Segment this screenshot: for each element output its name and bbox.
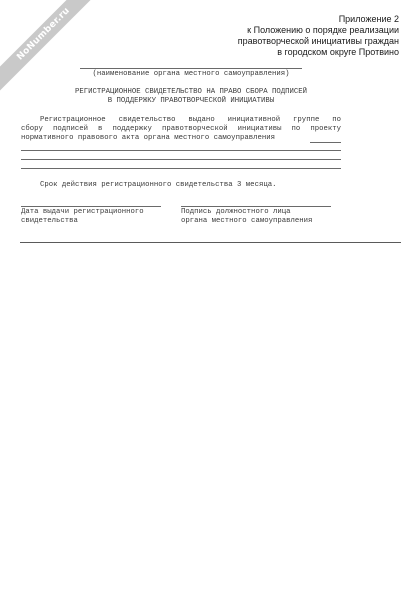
watermark-text: NoNumber.ru: [15, 5, 73, 63]
official-signature-caption-line-2: органа местного самоуправления: [181, 217, 313, 225]
fill-line-2: [21, 159, 341, 160]
certificate-title-line-1: РЕГИСТРАЦИОННОЕ СВИДЕТЕЛЬСТВО НА ПРАВО СБОРА ПОДПИСЕЙ: [74, 88, 308, 96]
official-signature-line: [181, 206, 331, 207]
fill-line-3: [21, 168, 341, 169]
authority-caption: (наименование органа местного самоуправления): [92, 70, 290, 78]
validity-text: Срок действия регистрационного свидетельства 3 месяца.: [40, 181, 277, 189]
body-line-2: сбору подписей в поддержку правотворческой инициативы по проекту: [21, 125, 341, 133]
body-line-3: нормативного правового акта органа местного самоуправления: [21, 134, 275, 142]
issue-date-line: [21, 206, 161, 207]
appendix-line-2: к Положению о порядке реализации: [247, 25, 399, 35]
fill-line-1: [21, 150, 341, 151]
certificate-title-line-2: В ПОДДЕРЖКУ ПРАВОТВОРЧЕСКОЙ ИНИЦИАТИВЫ: [107, 97, 275, 105]
issue-date-caption-line-2: свидетельства: [21, 217, 78, 225]
body-line-1: Регистрационное свидетельство выдано инициативной группе по: [40, 116, 341, 124]
authority-name-line: [80, 68, 302, 69]
official-signature-caption-line-1: Подпись должностного лица: [181, 208, 291, 216]
appendix-line-4: в городском округе Протвино: [277, 47, 399, 57]
project-name-short-line: [310, 142, 341, 143]
appendix-line-1: Приложение 2: [338, 14, 399, 24]
issue-date-caption-line-1: Дата выдачи регистрационного: [21, 208, 144, 216]
bottom-divider: [20, 242, 401, 243]
appendix-line-3: правотворческой инициативы граждан: [237, 36, 399, 46]
appendix-header: [159, 14, 399, 58]
